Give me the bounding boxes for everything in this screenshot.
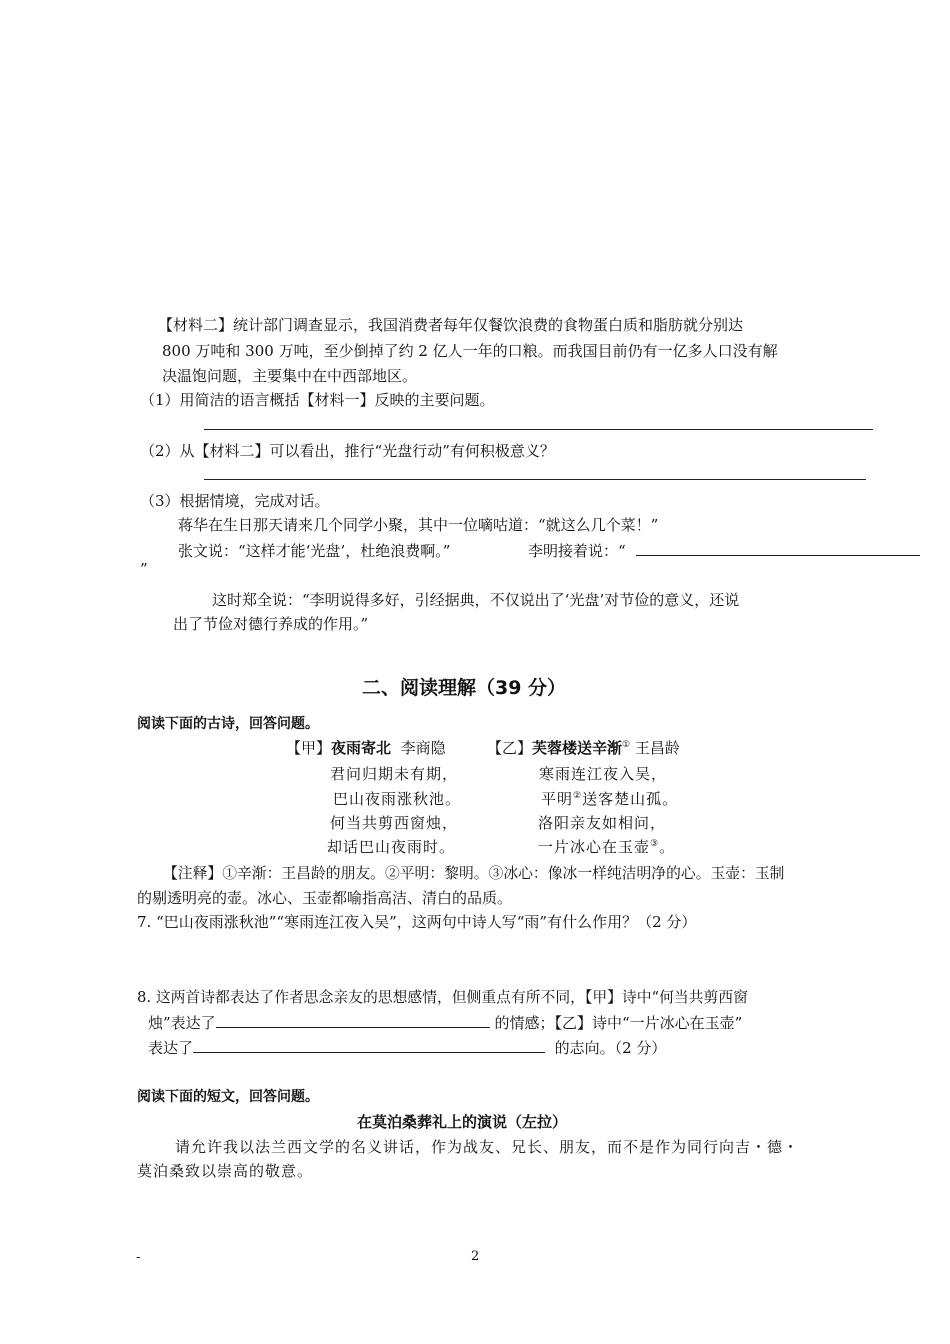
question-3-close-quote: ” bbox=[140, 560, 148, 578]
question-8-line1: 8. 这两首诗都表达了作者思念亲友的思想感情，但侧重点有所不同，【甲】诗中“何当共剪西窗 bbox=[137, 989, 748, 1006]
question-3-line4: 出了节俭对德行养成的作用。” bbox=[173, 615, 369, 633]
material2-line2: 800 万吨和 300 万吨，至少倒掉了约 2 亿人一年的口粮。而我国目前仍有一亿多人口没有解 bbox=[162, 342, 778, 360]
question-2: （2）从【材料二】可以看出，推行“光盘行动”有何积极意义？ bbox=[140, 442, 555, 460]
question-1: （1）用简洁的语言概括【材料一】反映的主要问题。 bbox=[140, 391, 495, 409]
question-8-line3: 表达了 的志向。（2 分） bbox=[148, 1039, 667, 1057]
question-3-line1: 蒋华在生日那天请来几个同学小聚，其中一位嘀咕道：“就这么几个菜！” bbox=[178, 516, 659, 534]
poem-yi-note-3: ③ bbox=[650, 839, 660, 849]
annotation-line2: 的剔透明亮的壶。冰心、玉壶都喻指高洁、清白的品质。 bbox=[137, 889, 513, 907]
poem-yi-author: 王昌龄 bbox=[634, 739, 680, 757]
question-3-line3: 这时郑全说：“李明说得多好，引经据典，不仅说出了‘光盘’对节俭的意义，还说 bbox=[212, 591, 740, 609]
poem-yi-line: 平明②送客楚山孤。 bbox=[541, 790, 679, 808]
poem-jia-title: 夜雨寄北 bbox=[331, 739, 392, 757]
prose-line2: 莫泊桑致以崇高的敬意。 bbox=[137, 1162, 314, 1180]
page-number: 2 bbox=[471, 1249, 480, 1264]
poem-yi-note-2: ② bbox=[573, 791, 583, 801]
annotation-line1: 【注释】①辛渐：王昌龄的朋友。②平明：黎明。③冰心：像冰一样纯洁明净的心。玉壶：玉制 bbox=[163, 865, 785, 882]
prose-intro: 阅读下面的短文，回答问题。 bbox=[137, 1089, 319, 1105]
poem-jia-line: 却话巴山夜雨时。 bbox=[327, 838, 456, 856]
question-7: 7. “巴山夜雨涨秋池”“寒雨连江夜入吴”，这两句中诗人写“雨”有什么作用？（2 分） bbox=[137, 913, 697, 931]
poem-jia-author: 李商隐 bbox=[400, 739, 446, 757]
poem-jia-line: 何当共剪西窗烛， bbox=[330, 814, 459, 832]
question-3-title: （3）根据情境，完成对话。 bbox=[140, 492, 330, 510]
poem-yi-tag: 【乙】 bbox=[487, 739, 533, 757]
poem-yi-line: 洛阳亲友如相问， bbox=[538, 814, 667, 832]
answer-line-q8-a[interactable] bbox=[216, 1013, 490, 1028]
poem-intro: 阅读下面的古诗，回答问题。 bbox=[137, 716, 319, 732]
answer-line-q8-b[interactable] bbox=[193, 1038, 545, 1053]
answer-line-q2[interactable] bbox=[204, 479, 866, 480]
question-3-line2a: 张文说：“这样才能‘光盘’，杜绝浪费啊。” bbox=[178, 542, 451, 560]
material2-line3: 决温饱问题，主要集中在中西部地区。 bbox=[162, 367, 418, 385]
answer-line-q1[interactable] bbox=[204, 429, 873, 430]
prose-line1: 请允许我以法兰西文学的名义讲话，作为战友、兄长、朋友，而不是作为同行向吉・德・ bbox=[175, 1138, 800, 1156]
prose-title: 在莫泊桑葬礼上的演说（左拉） bbox=[357, 1113, 568, 1131]
poem-jia-line: 君问归期未有期， bbox=[330, 765, 459, 783]
poem-yi-title: 芙蓉楼送辛渐 bbox=[532, 739, 623, 757]
poem-jia-line: 巴山夜雨涨秋池。 bbox=[333, 790, 462, 808]
poem-yi-header bbox=[487, 737, 680, 758]
material2-line1: 【材料二】统计部门调查显示，我国消费者每年仅餐饮浪费的食物蛋白质和脂肪就分别达 bbox=[158, 316, 744, 334]
question-8-line2: 烛”表达了 的情感；【乙】诗中“一片冰心在玉壶” bbox=[148, 1014, 743, 1032]
poem-yi-line: 寒雨连江夜入吴， bbox=[539, 765, 668, 783]
answer-line-q3[interactable] bbox=[636, 555, 920, 556]
question-3-line2b: 李明接着说：“ bbox=[528, 542, 626, 560]
footer-dash: - bbox=[136, 1250, 141, 1265]
poem-yi-note-1: ① bbox=[622, 740, 631, 750]
poem-yi-line: 一片冰心在玉壶③。 bbox=[538, 838, 676, 856]
poem-jia-tag: 【甲】 bbox=[286, 739, 332, 757]
poem-jia-header bbox=[286, 737, 446, 758]
section-title: 二、阅读理解（39 分） bbox=[362, 677, 567, 699]
